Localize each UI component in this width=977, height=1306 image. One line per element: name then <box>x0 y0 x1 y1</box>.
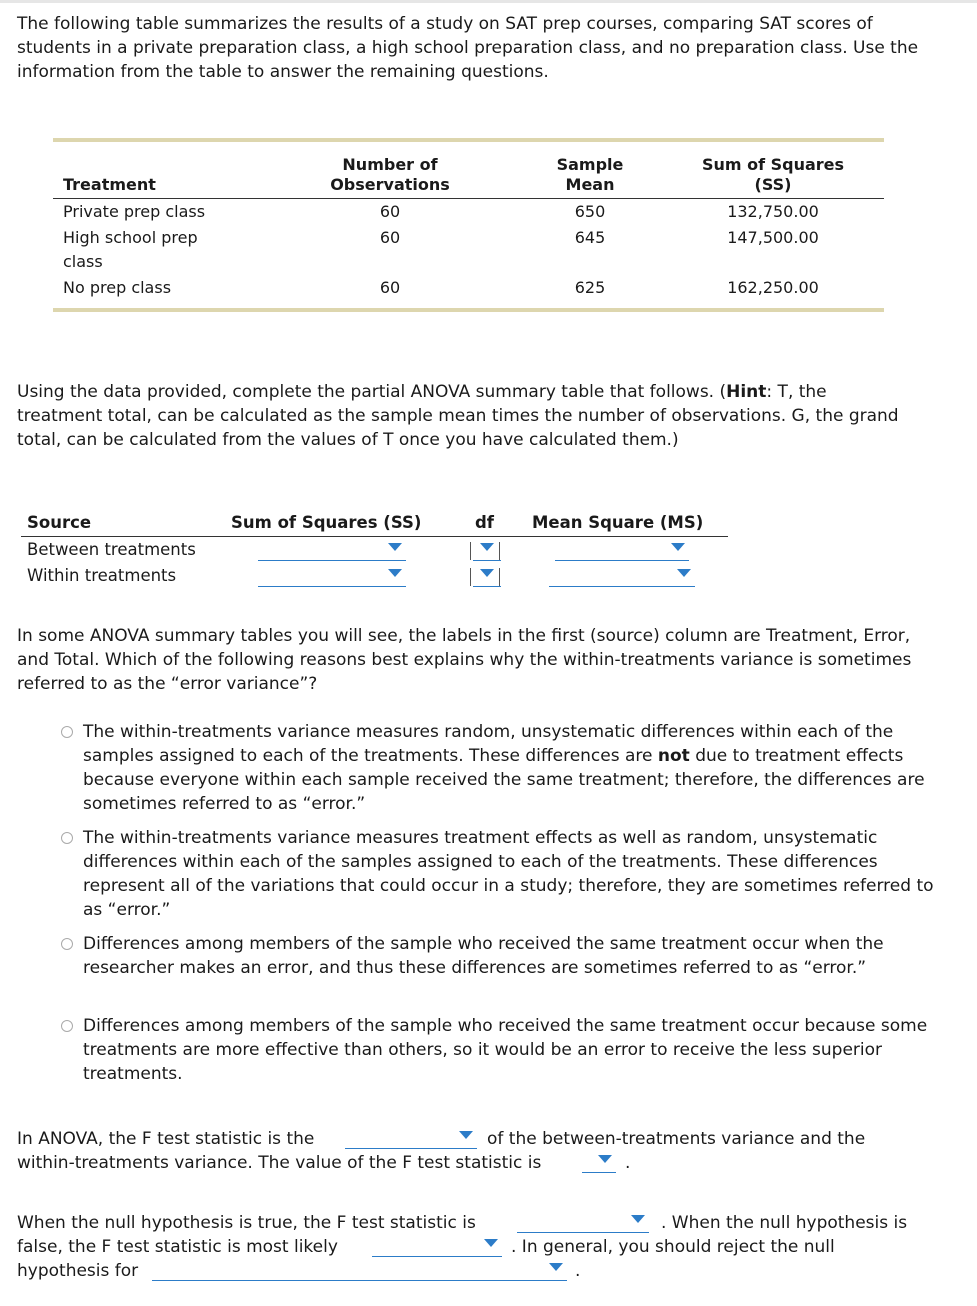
intro-text: The following table summarizes the results of a study on SAT prep courses, comparing SAT scores of students in a private preparation class, a high school preparation class, and no preparation class. Use the information from the table to answer the remaining questions. <box>17 14 919 82</box>
null-true-dropdown[interactable] <box>517 1210 649 1233</box>
chevron-down-icon <box>671 543 685 551</box>
between-df-dropdown[interactable] <box>473 538 501 561</box>
chevron-down-icon <box>388 569 402 577</box>
answer-option-4[interactable]: Differences among members of the sample who received the same treatment occur because some treatments are more effective than others, so it would be an error to receive the less superior treatments. <box>61 1014 941 1086</box>
answer-option-3[interactable]: Differences among members of the sample who received the same treatment occur when the researcher makes an error, and thus these differences are sometimes referred to as “error.” <box>61 932 941 980</box>
header-treatment: Treatment <box>63 175 156 194</box>
answer-option-1[interactable]: The within-treatments variance measures random, unsystematic differences within each of the samples assigned to each of the treatments. These differences are not due to treatment effects because everyone within each sample received the same treatment; therefore, the differences are sometimes referred to as “error.” <box>61 720 941 816</box>
within-ss-dropdown[interactable] <box>258 564 406 587</box>
row-private-ss: 132,750.00 <box>727 202 819 221</box>
fstat-text-3: within-treatments variance. The value of the F test statistic is <box>17 1153 542 1173</box>
between-ms-dropdown[interactable] <box>555 538 689 561</box>
fstat-text-1: In ANOVA, the F test statistic is the <box>17 1129 315 1149</box>
fstat-value-dropdown[interactable] <box>582 1150 616 1173</box>
row-highschool-mean: 645 <box>574 228 606 247</box>
null-text-6: . <box>575 1261 581 1281</box>
anova-header-source: Source <box>27 513 92 532</box>
radio-button[interactable] <box>61 1020 73 1032</box>
chevron-down-icon <box>677 569 691 577</box>
fstat-text-2: of the between-treatments variance and the <box>487 1129 866 1149</box>
header-sample-mean: Sample Mean <box>556 155 624 194</box>
within-ms-dropdown[interactable] <box>549 564 695 587</box>
row-private-treatment: Private prep class <box>63 202 206 221</box>
row-noprep-mean: 625 <box>574 278 606 297</box>
radio-button[interactable] <box>61 832 73 844</box>
chevron-down-icon <box>631 1215 645 1223</box>
null-text-5: hypothesis for <box>17 1261 139 1281</box>
row-highschool-n: 60 <box>379 228 401 247</box>
chevron-down-icon <box>484 1239 498 1247</box>
table-bottom-rule <box>53 308 884 312</box>
row-highschool-ss: 147,500.00 <box>727 228 819 247</box>
header-sum-of-squares: Sum of Squares (SS) <box>701 155 845 194</box>
chevron-down-icon <box>480 569 494 577</box>
null-text-3: false, the F test statistic is most likely <box>17 1237 338 1257</box>
null-text-4: . In general, you should reject the null <box>511 1237 835 1257</box>
header-rule <box>53 198 884 199</box>
error-variance-question: In some ANOVA summary tables you will see, the labels in the first (source) column are Treatment, Error, and Total. Which of the following reasons best explains why the within-treatments variance is sometimes referred to as the “error variance”? <box>17 626 912 694</box>
answer-option-2[interactable]: The within-treatments variance measures treatment effects as well as random, unsystematic differences within each of the samples assigned to each of the treatments. These differences represent all of the variations that could occur in a study; therefore, they are sometimes referred to as “error.” <box>61 826 941 922</box>
null-text-1: When the null hypothesis is true, the F test statistic is <box>17 1213 476 1233</box>
anova-header-rule <box>21 536 728 537</box>
row-private-mean: 650 <box>574 202 606 221</box>
df-bracket-left <box>470 568 471 586</box>
anova-instructions: Using the data provided, complete the partial ANOVA summary table that follows. (Hint: T, the treatment total, can be calculated as the sample mean times the number of observations. G, the grand total, can be calculated from the values of T once you have calculated them.) <box>17 382 899 450</box>
anova-header-df: df <box>475 513 494 532</box>
between-ss-dropdown[interactable] <box>258 538 406 561</box>
hint-label: Hint <box>726 382 767 402</box>
fstat-text-4: . <box>625 1153 631 1173</box>
df-bracket-left <box>470 542 471 560</box>
anova-row-within: Within treatments <box>27 566 177 585</box>
row-noprep-n: 60 <box>379 278 401 297</box>
chevron-down-icon <box>388 543 402 551</box>
chevron-down-icon <box>459 1131 473 1139</box>
reject-region-dropdown[interactable] <box>152 1258 567 1281</box>
radio-button[interactable] <box>61 938 73 950</box>
df-bracket-right <box>499 542 500 560</box>
anova-row-between: Between treatments <box>27 540 196 559</box>
fstat-ratio-dropdown[interactable] <box>345 1126 477 1149</box>
chevron-down-icon <box>549 1263 563 1271</box>
row-private-n: 60 <box>379 202 401 221</box>
df-bracket-right <box>499 568 500 586</box>
anova-header-ss: Sum of Squares (SS) <box>231 513 422 532</box>
null-false-dropdown[interactable] <box>372 1234 502 1257</box>
null-text-2: . When the null hypothesis is <box>661 1213 908 1233</box>
anova-header-ms: Mean Square (MS) <box>532 513 704 532</box>
chevron-down-icon <box>598 1155 612 1163</box>
radio-button[interactable] <box>61 726 73 738</box>
within-df-dropdown[interactable] <box>473 564 501 587</box>
top-divider <box>0 0 977 3</box>
row-noprep-ss: 162,250.00 <box>727 278 819 297</box>
treatment-table <box>53 138 884 312</box>
chevron-down-icon <box>480 543 494 551</box>
header-observations: Number of Observations <box>330 155 450 194</box>
row-noprep-treatment: No prep class <box>63 278 172 297</box>
row-highschool-treatment: High school prep class <box>63 228 198 271</box>
